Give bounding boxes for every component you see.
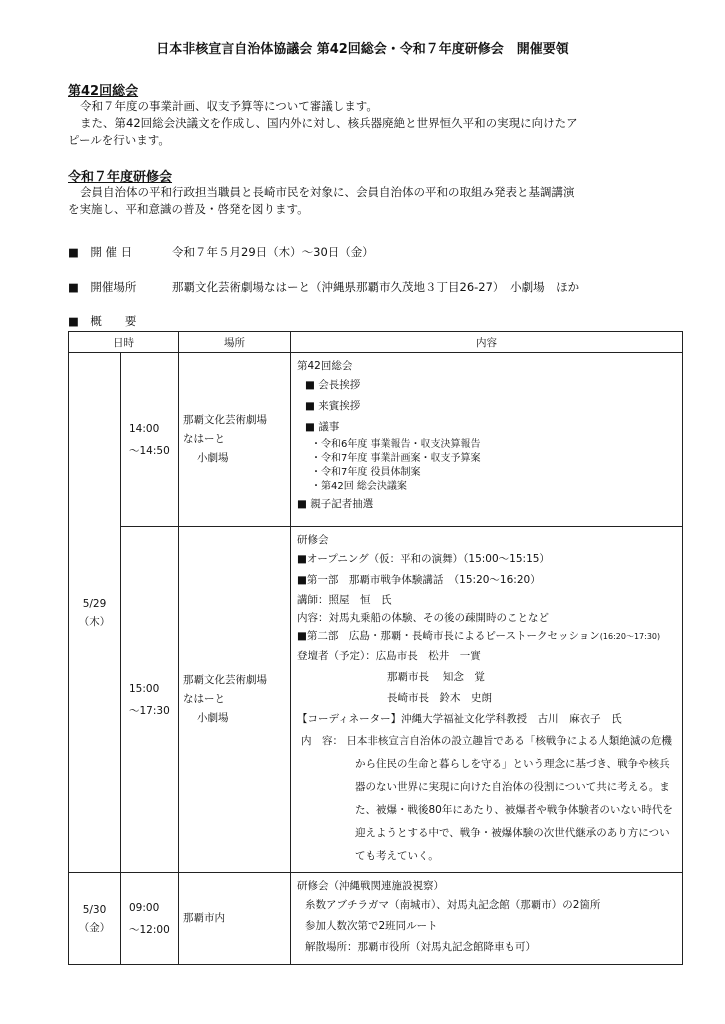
- row2-desc-text: 日本非核宣言自治体の設立趣旨である「核戦争による人類絶滅の危機から住民の生命と暮らしを守る」という理念に基づき、戦争や核兵器のない世界に実現に向けた自治体の役割について共に考える。また、被爆・戦後80年にあたり、被爆者や戦争体験者のいない時代を迎えようとする中で、戦争・被爆体験の次世代継承のあり方についても考えていく。: [346, 735, 673, 862]
- row2-heading: 研修会: [297, 534, 329, 546]
- general-meeting-text-3: ピールを行います。: [68, 133, 170, 147]
- row1-line-5: ・令和6年度 事業報告・収支決算報告: [311, 439, 481, 450]
- overview-label: ■ 概 要: [68, 314, 137, 328]
- row3-time-start: 09:00: [129, 901, 160, 914]
- row1-line-3: ■ 来賓挨拶: [305, 400, 361, 412]
- day2-weekday: （金）: [78, 921, 111, 934]
- row3-place-1: 那覇市内: [183, 912, 225, 924]
- row3-time-end: ～12:00: [129, 923, 170, 936]
- table-header-row: [69, 332, 683, 353]
- day1-date: 5/29: [82, 597, 107, 610]
- day1-weekday: （木）: [78, 615, 111, 628]
- table-row: [69, 873, 683, 965]
- row2-time-cell: [121, 527, 179, 873]
- schedule-table: [68, 331, 683, 965]
- row1-time-start: 14:00: [129, 422, 160, 435]
- row2-speaker-3: 長崎市長 鈴木 史朗: [387, 692, 492, 704]
- row2-part1: ■第一部 那覇市戦争体験講話 （15:20～16:20）: [297, 574, 541, 586]
- row1-time-end: ～14:50: [129, 444, 170, 457]
- row1-place-1: 那覇文化芸術劇場: [183, 414, 267, 426]
- row1-line-8: ・第42回 総会決議案: [311, 481, 407, 492]
- row1-place-cell: [179, 353, 291, 527]
- row1-time-cell: [121, 353, 179, 527]
- row1-line-7: ・令和7年度 役員体制案: [311, 467, 421, 478]
- row2-part2-line: [297, 627, 678, 646]
- row2-time-end: ～17:30: [129, 704, 170, 717]
- row1-line-9: ■ 親子記者抽選: [297, 498, 374, 510]
- row2-desc-label: 内 容：: [301, 735, 343, 747]
- general-meeting-text-1: 令和７年度の事業計画、収支予算等について審議します。: [80, 99, 378, 113]
- header-content: 内容: [291, 332, 683, 353]
- row1-place-3: 小劇場: [197, 452, 229, 464]
- row1-line-4: ■ 議事: [305, 421, 340, 433]
- row3-line-2: 糸数アブチラガマ（南城市）、対馬丸記念館（那覇市）の2箇所: [305, 899, 601, 911]
- row3-content-cell: [291, 873, 683, 965]
- row1-line-1: 第42回総会: [297, 360, 353, 372]
- date-value: 令和７年５月29日（木）～30日（金）: [172, 245, 374, 259]
- section-heading-training: 令和７年度研修会: [68, 170, 173, 185]
- row1-place-2: なはーと: [183, 433, 225, 445]
- row2-time-start: 15:00: [129, 682, 160, 695]
- row2-lecturer: 講師：照屋 恒 氏: [297, 594, 392, 606]
- date-label: ■ 開 催 日: [68, 245, 133, 259]
- row2-place-cell: [179, 527, 291, 873]
- row2-description: [297, 730, 678, 868]
- row2-part2-time: (16:20～17:30): [599, 632, 661, 641]
- row2-content1: 内容：対馬丸乗船の体験、その後の疎開時のことなど: [297, 612, 549, 624]
- day2-date: 5/30: [82, 903, 107, 916]
- row2-content-cell: [291, 527, 683, 873]
- row1-line-6: ・令和7年度 事業計画案・収支予算案: [311, 453, 481, 464]
- row3-line-4: 解散場所：那覇市役所（対馬丸記念館降車も可）: [305, 941, 536, 953]
- table-row: [69, 527, 683, 873]
- row2-opening: ■オープニング（仮：平和の演舞）（15:00～15:15）: [297, 553, 550, 565]
- row2-place-1: 那覇文化芸術劇場: [183, 674, 267, 686]
- table-row: [69, 353, 683, 527]
- row2-place-3: 小劇場: [197, 712, 229, 724]
- training-text-1: 会員自治体の平和行政担当職員と長崎市民を対象に、会員自治体の平和の取組み発表と基調講演: [80, 185, 575, 199]
- row2-place-2: なはーと: [183, 693, 225, 705]
- day1-date-cell: [69, 353, 121, 873]
- row3-time-cell: [121, 873, 179, 965]
- row1-line-2: ■ 会長挨拶: [305, 379, 361, 391]
- row2-coordinator: 【コーディネーター】沖縄大学福祉文化学科教授 古川 麻衣子 氏: [297, 713, 622, 725]
- header-place: 場所: [179, 332, 291, 353]
- day2-date-cell: [69, 873, 121, 965]
- row1-content-cell: [291, 353, 683, 527]
- row3-place-cell: [179, 873, 291, 965]
- row2-part2: ■第二部 広島・那覇・長崎市長によるピーストークセッション: [297, 630, 600, 642]
- training-text-2: を実施し、平和意識の普及・啓発を図ります。: [68, 202, 309, 216]
- venue-label: ■ 開催場所: [68, 280, 137, 294]
- section-heading-general-meeting: 第42回総会: [68, 84, 139, 99]
- row2-speaker-1: 登壇者（予定）：広島市長 松井 一實: [297, 650, 481, 662]
- general-meeting-text-2: また、第42回総会決議文を作成し、国内外に対し、核兵器廃絶と世界恒久平和の実現に向けたア: [80, 116, 578, 130]
- venue-value: 那覇文化芸術劇場なはーと（沖縄県那覇市久茂地３丁目26-27） 小劇場 ほか: [172, 280, 580, 294]
- row2-speaker-2: 那覇市長 知念 覚: [387, 671, 485, 683]
- row3-line-3: 参加人数次第で2班同ルート: [305, 920, 438, 932]
- row3-line-1: 研修会（沖縄戦関連施設視察）: [297, 880, 444, 892]
- header-datetime: 日時: [69, 332, 179, 353]
- page-title: 日本非核宣言自治体協議会 第42回総会・令和７年度研修会 開催要領: [156, 42, 569, 57]
